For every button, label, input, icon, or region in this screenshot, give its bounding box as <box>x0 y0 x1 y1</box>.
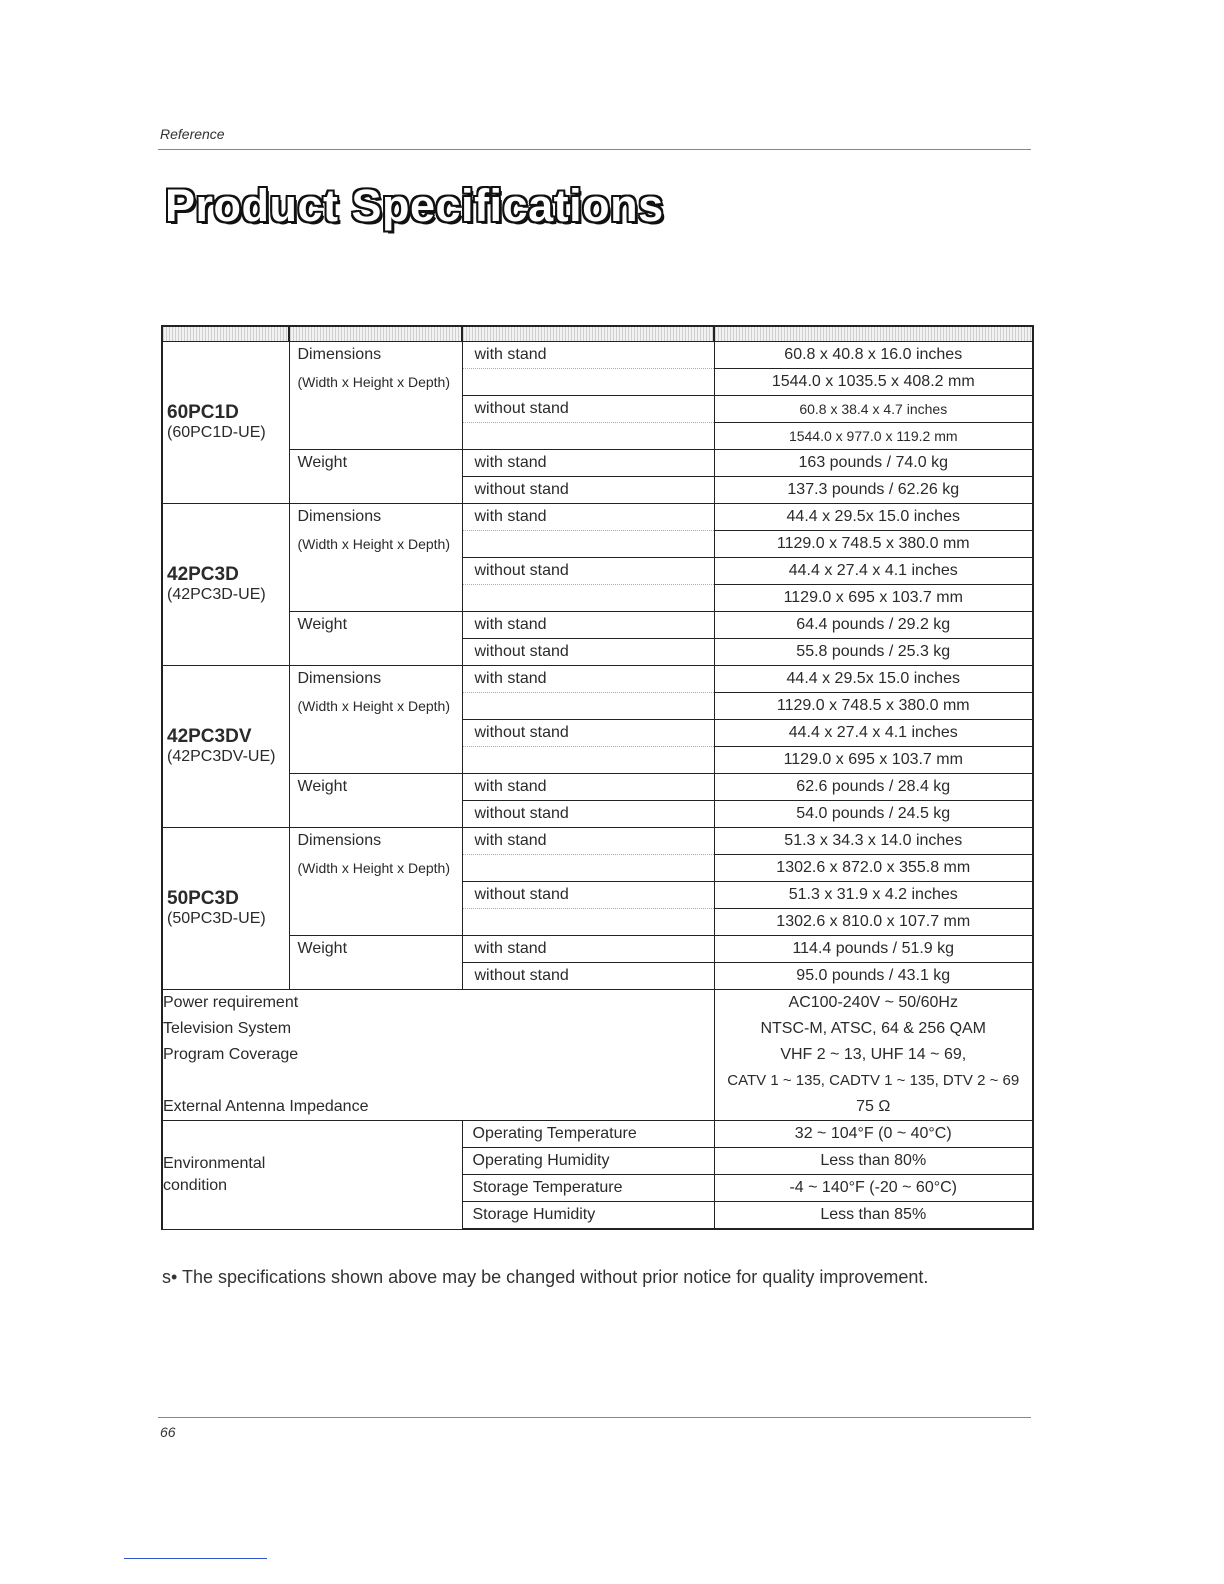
spacer-cell <box>462 531 714 558</box>
spec-value: 64.4 pounds / 29.2 kg <box>714 612 1033 639</box>
table-header-band <box>162 326 1033 342</box>
television-system-value: NTSC-M, ATSC, 64 & 256 QAM <box>714 1016 1033 1042</box>
table-row <box>162 612 1033 639</box>
with-stand-label: with stand <box>462 666 714 693</box>
weight-label: Weight <box>289 936 462 963</box>
spacer-cell <box>462 423 714 450</box>
dimensions-label: Dimensions <box>289 504 462 531</box>
specifications-table <box>161 325 1034 1230</box>
spacer-cell <box>289 909 462 936</box>
spec-value: 1129.0 x 748.5 x 380.0 mm <box>714 693 1033 720</box>
table-row <box>162 774 1033 801</box>
section-label: Reference <box>160 126 225 142</box>
antenna-impedance-value: 75 Ω <box>714 1094 1033 1121</box>
dimensions-label: Dimensions <box>289 666 462 693</box>
spacer-cell <box>289 396 462 423</box>
weight-label: Weight <box>289 450 462 477</box>
with-stand-label: with stand <box>462 504 714 531</box>
table-row <box>162 1016 1033 1042</box>
model-cell <box>162 342 289 504</box>
env-row-value: -4 ~ 140°F (-20 ~ 60°C) <box>714 1175 1033 1202</box>
program-coverage-value: CATV 1 ~ 135, CADTV 1 ~ 135, DTV 2 ~ 69 <box>714 1068 1033 1094</box>
weight-label: Weight <box>289 612 462 639</box>
with-stand-label: with stand <box>462 450 714 477</box>
spacer-cell <box>289 639 462 666</box>
spec-value: 163 pounds / 74.0 kg <box>714 450 1033 477</box>
model-name: 60PC1D <box>167 401 239 423</box>
with-stand-label: with stand <box>462 774 714 801</box>
model-code: (42PC3DV-UE) <box>167 747 276 765</box>
table-row <box>162 801 1033 828</box>
dimensions-note: (Width x Height x Depth) <box>289 855 462 882</box>
spec-value: 137.3 pounds / 62.26 kg <box>714 477 1033 504</box>
table-row <box>162 531 1033 558</box>
table-row <box>162 963 1033 990</box>
model-name: 50PC3D <box>167 887 239 909</box>
top-divider <box>158 149 1031 150</box>
table-row <box>162 1068 1033 1094</box>
table-row <box>162 693 1033 720</box>
spacer-cell <box>289 423 462 450</box>
spacer-cell <box>289 585 462 612</box>
footnote: s• The specifications shown above may be changed without prior notice for quality improvement. <box>162 1267 929 1287</box>
table-row <box>162 639 1033 666</box>
table-row <box>162 369 1033 396</box>
spacer-cell <box>462 855 714 882</box>
without-stand-label: without stand <box>462 801 714 828</box>
model-code: (60PC1D-UE) <box>167 423 266 441</box>
model-name: 42PC3D <box>167 563 239 585</box>
spacer-cell <box>289 558 462 585</box>
model-cell <box>162 504 289 666</box>
power-requirement-value: AC100-240V ~ 50/60Hz <box>714 990 1033 1017</box>
environmental-condition-label <box>162 1121 462 1230</box>
table-row <box>162 855 1033 882</box>
program-coverage-label: Program Coverage <box>162 1042 714 1068</box>
without-stand-label: without stand <box>462 882 714 909</box>
dimensions-note: (Width x Height x Depth) <box>289 369 462 396</box>
table-row <box>162 585 1033 612</box>
spec-value: 51.3 x 34.3 x 14.0 inches <box>714 828 1033 855</box>
link-underline <box>124 1558 267 1559</box>
table-row <box>162 342 1033 369</box>
spec-value: 55.8 pounds / 25.3 kg <box>714 639 1033 666</box>
env-row-label: Storage Temperature <box>462 1175 714 1202</box>
env-row-label: Operating Humidity <box>462 1148 714 1175</box>
env-row-value: Less than 85% <box>714 1202 1033 1230</box>
spacer-cell <box>462 369 714 396</box>
table-row <box>162 450 1033 477</box>
dimensions-label: Dimensions <box>289 828 462 855</box>
dimensions-label: Dimensions <box>289 342 462 369</box>
page-title: Product Specifications <box>165 180 664 231</box>
table-row <box>162 990 1033 1017</box>
dimensions-note: (Width x Height x Depth) <box>289 531 462 558</box>
spec-value: 51.3 x 31.9 x 4.2 inches <box>714 882 1033 909</box>
table-row <box>162 423 1033 450</box>
with-stand-label: with stand <box>462 936 714 963</box>
table-row <box>162 828 1033 855</box>
spec-value: 1129.0 x 695 x 103.7 mm <box>714 585 1033 612</box>
env-row-label: Operating Temperature <box>462 1121 714 1148</box>
spec-value: 95.0 pounds / 43.1 kg <box>714 963 1033 990</box>
without-stand-label: without stand <box>462 396 714 423</box>
page-number: 66 <box>160 1424 176 1440</box>
spacer-cell <box>462 909 714 936</box>
spacer-cell <box>162 1068 714 1094</box>
condition-label-line: condition <box>163 1176 228 1194</box>
spacer-cell <box>289 963 462 990</box>
table-row <box>162 1094 1033 1121</box>
power-requirement-label: Power requirement <box>162 990 714 1017</box>
table-row <box>162 882 1033 909</box>
with-stand-label: with stand <box>462 612 714 639</box>
program-coverage-value: VHF 2 ~ 13, UHF 14 ~ 69, <box>714 1042 1033 1068</box>
env-row-value: 32 ~ 104°F (0 ~ 40°C) <box>714 1121 1033 1148</box>
spacer-cell <box>462 747 714 774</box>
table-row <box>162 666 1033 693</box>
model-name: 42PC3DV <box>167 725 252 747</box>
spec-value: 44.4 x 27.4 x 4.1 inches <box>714 720 1033 747</box>
spec-value: 1302.6 x 810.0 x 107.7 mm <box>714 909 1033 936</box>
table-row <box>162 477 1033 504</box>
without-stand-label: without stand <box>462 720 714 747</box>
spec-value: 1544.0 x 977.0 x 119.2 mm <box>714 423 1033 450</box>
spec-value: 62.6 pounds / 28.4 kg <box>714 774 1033 801</box>
spec-value: 54.0 pounds / 24.5 kg <box>714 801 1033 828</box>
bottom-divider <box>158 1417 1031 1418</box>
model-code: (42PC3D-UE) <box>167 585 266 603</box>
spacer-cell <box>289 720 462 747</box>
env-row-label: Storage Humidity <box>462 1202 714 1230</box>
spec-value: 1302.6 x 872.0 x 355.8 mm <box>714 855 1033 882</box>
spec-value: 1129.0 x 695 x 103.7 mm <box>714 747 1033 774</box>
spec-value: 60.8 x 38.4 x 4.7 inches <box>714 396 1033 423</box>
model-code: (50PC3D-UE) <box>167 909 266 927</box>
spacer-cell <box>289 477 462 504</box>
spacer-cell <box>462 585 714 612</box>
table-row <box>162 909 1033 936</box>
table-row <box>162 1042 1033 1068</box>
spacer-cell <box>289 801 462 828</box>
spec-value: 44.4 x 27.4 x 4.1 inches <box>714 558 1033 585</box>
spec-value: 44.4 x 29.5x 15.0 inches <box>714 504 1033 531</box>
model-cell <box>162 666 289 828</box>
without-stand-label: without stand <box>462 639 714 666</box>
weight-label: Weight <box>289 774 462 801</box>
dimensions-note: (Width x Height x Depth) <box>289 693 462 720</box>
spacer-cell <box>289 747 462 774</box>
env-row-value: Less than 80% <box>714 1148 1033 1175</box>
with-stand-label: with stand <box>462 828 714 855</box>
spec-value: 44.4 x 29.5x 15.0 inches <box>714 666 1033 693</box>
spacer-cell <box>462 693 714 720</box>
spacer-cell <box>289 882 462 909</box>
without-stand-label: without stand <box>462 963 714 990</box>
model-cell <box>162 828 289 990</box>
antenna-impedance-label: External Antenna Impedance <box>162 1094 714 1121</box>
spec-value: 60.8 x 40.8 x 16.0 inches <box>714 342 1033 369</box>
with-stand-label: with stand <box>462 342 714 369</box>
table-row <box>162 396 1033 423</box>
spec-value: 114.4 pounds / 51.9 kg <box>714 936 1033 963</box>
table-row <box>162 504 1033 531</box>
table-row <box>162 720 1033 747</box>
environmental-label-line: Environmental <box>163 1154 266 1172</box>
table-row <box>162 936 1033 963</box>
table-row <box>162 558 1033 585</box>
without-stand-label: without stand <box>462 558 714 585</box>
table-row <box>162 747 1033 774</box>
without-stand-label: without stand <box>462 477 714 504</box>
spec-value: 1129.0 x 748.5 x 380.0 mm <box>714 531 1033 558</box>
television-system-label: Television System <box>162 1016 714 1042</box>
table-row <box>162 1121 1033 1148</box>
spec-value: 1544.0 x 1035.5 x 408.2 mm <box>714 369 1033 396</box>
